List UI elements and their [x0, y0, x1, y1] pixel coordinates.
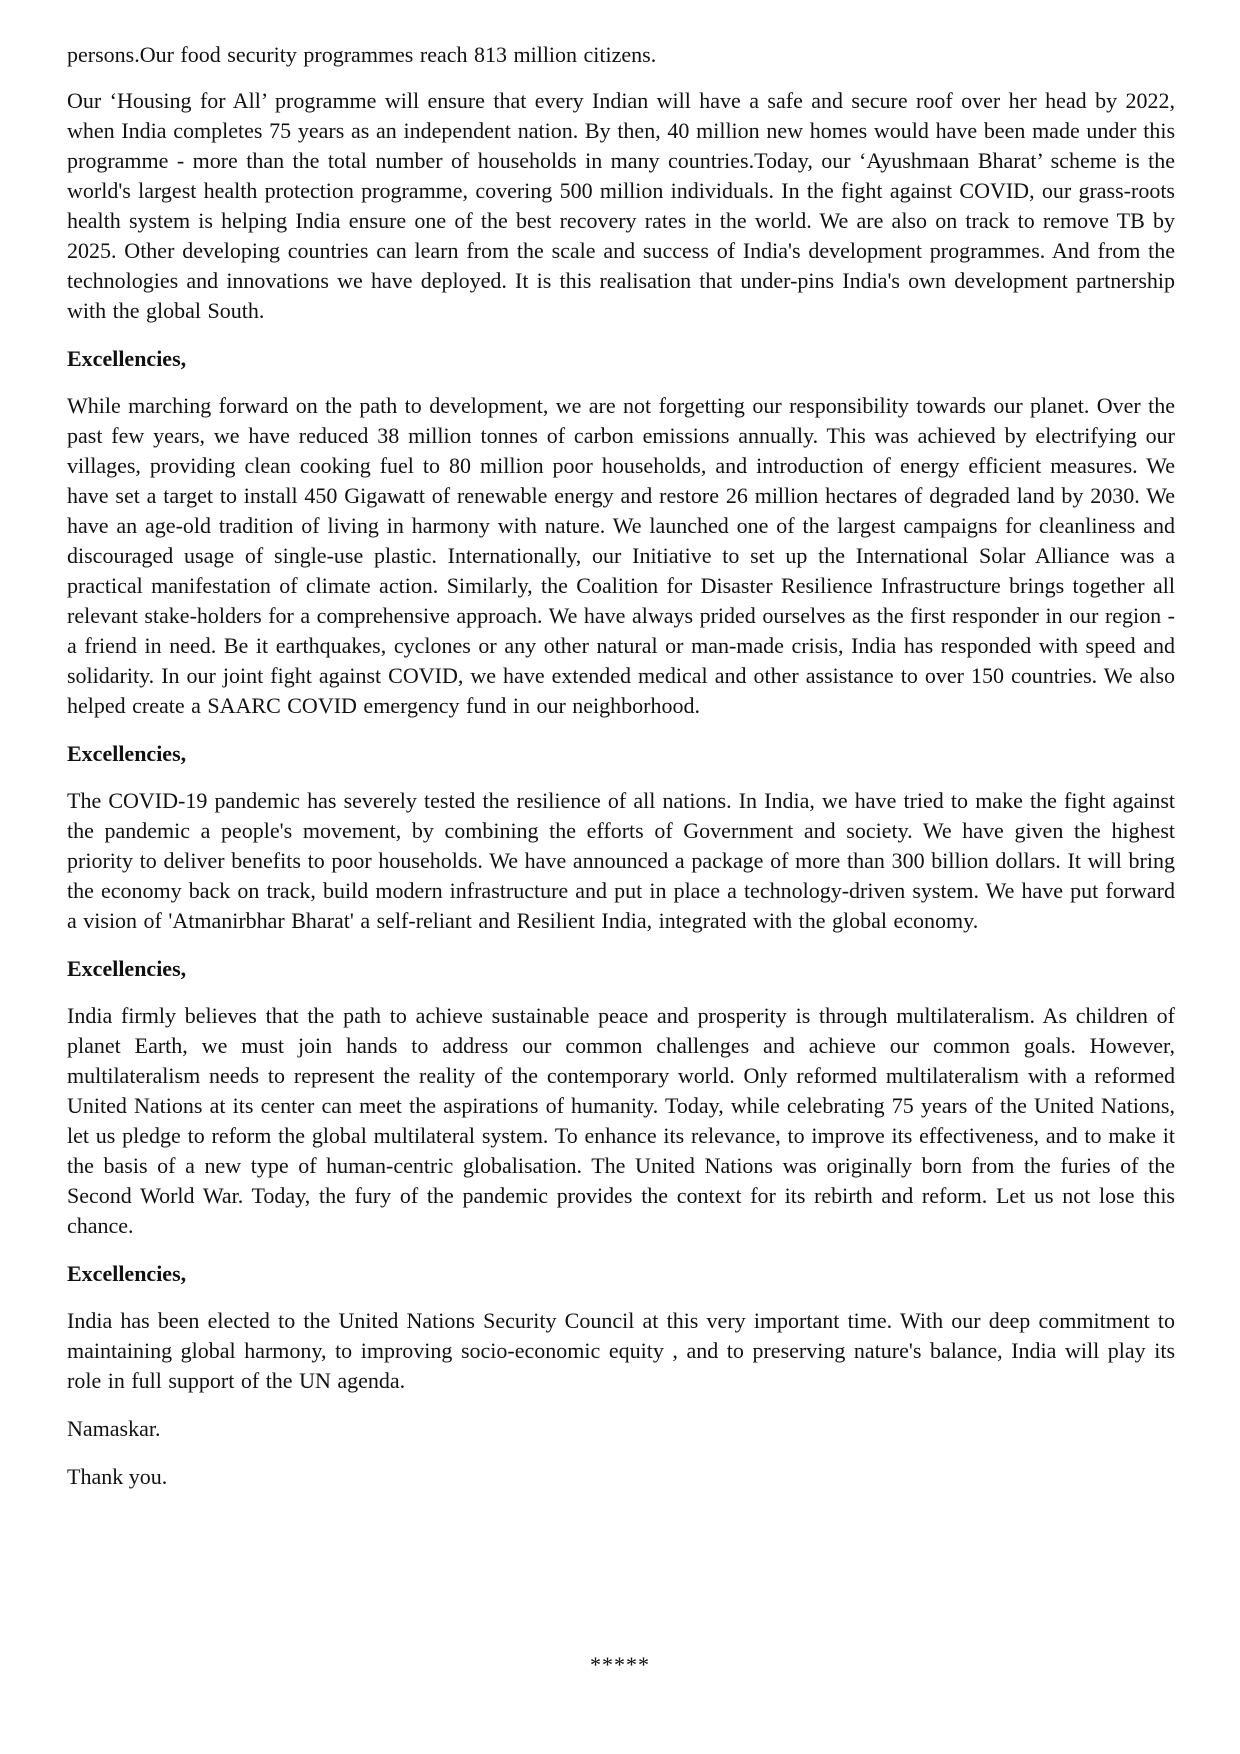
paragraph-housing: Our ‘Housing for All’ programme will ensure that every Indian will have a safe and secure roof over her head by 2022, when India completes 75 years as an independent nation. By then, 40 million new homes would have been made under this programme - more than the total number of households in many countries.Today, our ‘Ayushmaan Bharat’ scheme is the world's largest health protection programme, covering 500 million individuals. In the fight against COVID, our grass-roots health system is helping India ensure one of the best recovery rates in the world. We are also on track to remove TB by 2025. Other developing countries can learn from the scale and success of India's development programmes. And from the technologies and innovations we have deployed. It is this realisation that under-pins India's own development partnership with the global South. [67, 88, 1175, 323]
closing-thank-you: Thank you. [67, 1464, 168, 1489]
paragraph-multilateralism: India firmly believes that the path to achieve sustainable peace and prosperity is through multilateralism. As children of planet Earth, we must join hands to address our common challenges and achieve our common goals. However, multilateralism needs to represent the reality of the contemporary world. Only reformed multilateralism with a reformed United Nations at its center can meet the aspirations of humanity. Today, while celebrating 75 years of the United Nations, let us pledge to reform the global multilateral system. To enhance its relevance, to improve its effectiveness, and to make it the basis of a new type of human-centric globalisation. The United Nations was originally born from the furies of the Second World War. Today, the fury of the pandemic provides the context for its rebirth and reform. Let us not lose this chance. [67, 1003, 1175, 1238]
closing-namaskar: Namaskar. [67, 1416, 161, 1441]
section-heading-3: Excellencies, [67, 956, 187, 981]
paragraph-planet: While marching forward on the path to development, we are not forgetting our responsibility towards our planet. Over the past few years, we have reduced 38 million tonnes of carbon emissions annually. This was achieved by electrifying our villages, providing clean cooking fuel to 80 million poor households, and introduction of energy efficient measures. We have set a target to install 450 Gigawatt of renewable energy and restore 26 million hectares of degraded land by 2030. We have an age-old tradition of living in harmony with nature. We launched one of the largest campaigns for cleanliness and discouraged usage of single-use plastic. Internationally, our Initiative to set up the International Solar Alliance was a practical manifestation of climate action. Similarly, the Coalition for Disaster Resilience Infrastructure brings together all relevant stake-holders for a comprehensive approach. We have always prided ourselves as the first responder in our region - a friend in need. Be it earthquakes, cyclones or any other natural or man-made crisis, India has responded with speed and solidarity. In our joint fight against COVID, we have extended medical and other assistance to over 150 countries. We also helped create a SAARC COVID emergency fund in our neighborhood. [67, 393, 1175, 718]
paragraph-covid: The COVID-19 pandemic has severely tested the resilience of all nations. In India, we have tried to make the fight against the pandemic a people's movement, by combining the efforts of Government and society. We have given the highest priority to deliver benefits to poor households. We have announced a package of more than 300 billion dollars. It will bring the economy back on track, build modern infrastructure and put in place a technology-driven system. We have put forward a vision of 'Atmanirbhar Bharat' a self-reliant and Resilient India, integrated with the global economy. [67, 788, 1175, 933]
opening-line: persons.Our food security programmes reach 813 million citizens. [67, 42, 657, 67]
end-of-document-mark: ***** [590, 1652, 650, 1677]
document-body [67, 40, 1175, 1510]
paragraph-security-council: India has been elected to the United Nations Security Council at this very important time. With our deep commitment to maintaining global harmony, to improving socio-economic equity , and to preserving nature's balance, India will play its role in full support of the UN agenda. [67, 1308, 1175, 1393]
section-heading-1: Excellencies, [67, 346, 187, 371]
section-heading-4: Excellencies, [67, 1261, 187, 1286]
section-heading-2: Excellencies, [67, 741, 187, 766]
